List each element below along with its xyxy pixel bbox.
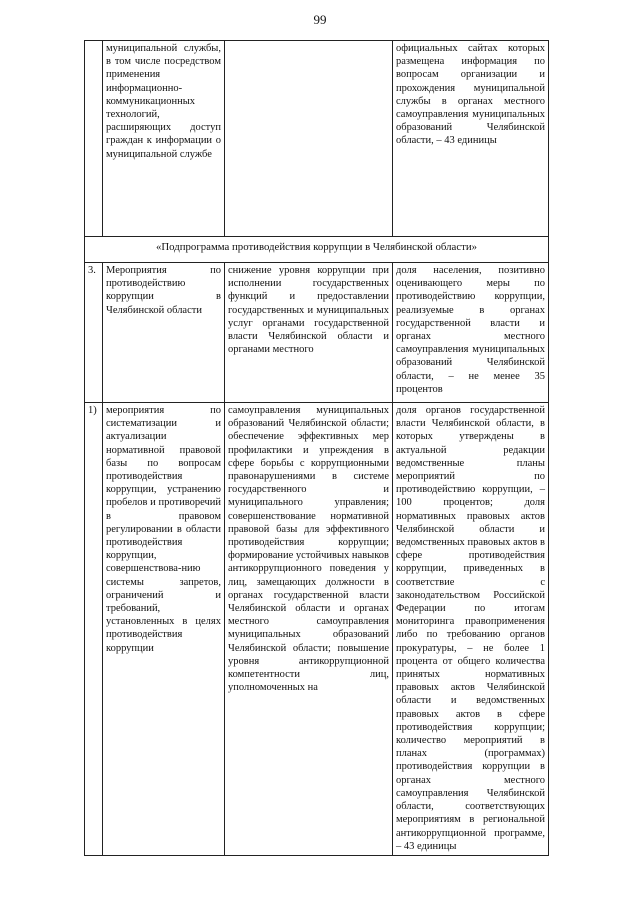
row-number-cell: 3. [85,263,103,403]
program-table [84,40,549,856]
table-row [85,403,549,856]
section-row [85,237,549,263]
goal-cell: самоуправления муниципальных образований Челябинской области; обеспечение эффективных мер профилактики и упреждения в сфере борьбы с коррупционными правонарушениями в системе государственного и муниципального управления; совершенствование нормативной правовой базы для эффективного противодействия коррупции; формирование устойчивых навыков антикоррупционного поведения у лиц, замещающих должности в органах государственной власти Челябинской области и органах местного самоуправления муниципальных образований Челябинской области; повышение уровня антикоррупционной компетентности лиц, уполномоченных на [225,403,393,856]
activity-cell: муниципальной службы, в том числе посредством применения информационно-коммуникационных технологий, расширяющих доступ граждан к информации о муниципальной службе [103,41,225,237]
goal-cell [225,41,393,237]
indicator-cell: доля органов государственной власти Челябинской области, в которых утверждены в актуальной редакции ведомственные планы мероприятий по противодействию коррупции, – 100 процентов; доля нормативных правовых актов Челябинской области и ведомственных правовых актов в сфере противодействия коррупции, приведенных в соответствие с законодательством Российской Федерации по итогам мониторинга правоприменения либо по требованию органов прокуратуры, – не более 1 процента от общего количества принятых нормативных правовых актов Челябинской области и ведомственных правовых актов в сфере противодействия коррупции; количество мероприятий в планах (программах) противодействия коррупции в органах местного самоуправления Челябинской области, соответствующих мероприятиям в региональной антикоррупционной программе, – 43 единицы [393,403,549,856]
table-row [85,263,549,403]
indicator-cell: доля населения, позитивно оценивающего меры по противодействию коррупции, реализуемые в органах государственной власти и органах местного самоуправления муниципальных образований Челябинской области, – не менее 35 процентов [393,263,549,403]
goal-cell: снижение уровня коррупции при исполнении государственных функций и предоставлении государственных и муниципальных услуг органами государственной власти Челябинской области и органами местного [225,263,393,403]
row-number-cell: 1) [85,403,103,856]
indicator-cell: официальных сайтах которых размещена информация по вопросам организации и прохождения муниципальной службы в органах местного самоуправления муниципальных образований Челябинской области, – 43 единицы [393,41,549,237]
section-title: «Подпрограмма противодействия коррупции в Челябинской области» [85,237,549,263]
activity-cell: Мероприятия по противодействию коррупции в Челябинской области [103,263,225,403]
activity-cell: мероприятия по систематизации и актуализации нормативной правовой базы по вопросам противодействия коррупции, устранению пробелов и противоречий в правовом регулировании в области противодействия коррупции, совершенствова-нию системы запретов, ограничений и требований, установленных в целях противодействия коррупции [103,403,225,856]
table-row [85,41,549,237]
page-number: 99 [313,12,327,27]
row-number-cell [85,41,103,237]
